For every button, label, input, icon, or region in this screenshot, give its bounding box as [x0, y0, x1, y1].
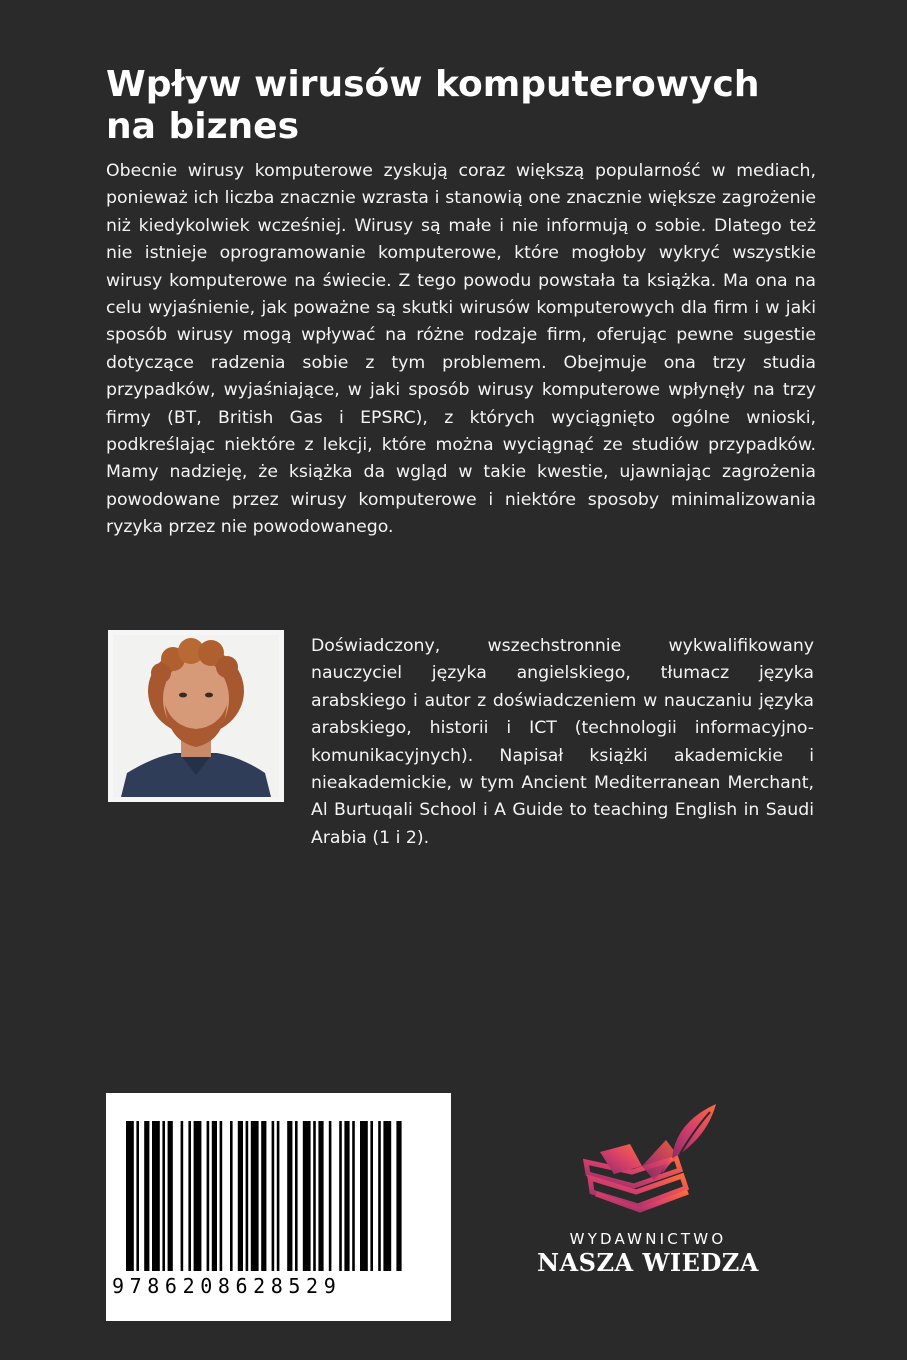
publisher-label: WYDAWNICTWO [569, 1230, 727, 1248]
barcode-bar [295, 1121, 298, 1271]
book-quill-icon [580, 1100, 720, 1225]
barcode-bar [287, 1121, 292, 1271]
barcode-bar [188, 1121, 191, 1271]
barcode-bar [261, 1121, 266, 1271]
barcode-bar [238, 1121, 243, 1271]
barcode-bar [136, 1121, 139, 1271]
author-bio: Doświadczony, wszechstronnie wykwalifikowany nauczyciel języka angielskiego, tłumacz języka arabskiego i autor z doświadczeniem w nauczaniu języka arabskiego, historii i ICT (technologii informacyjno-komunikacyjnych). Napisał książki akademickie i nieakademickie, w tym Ancient Mediterranean Merchant, Al Burtuqali School i A Guide to teaching English in Saudi Arabia (1 i 2). [311, 636, 814, 848]
barcode-bar [383, 1121, 391, 1271]
barcode-bar [378, 1121, 381, 1271]
barcode-bar [277, 1121, 280, 1271]
publisher-logo [520, 1100, 780, 1290]
barcode-bar [230, 1121, 233, 1271]
barcode-bar [126, 1121, 134, 1271]
barcode-bar [251, 1121, 259, 1271]
barcode-bar [207, 1121, 210, 1271]
author-photo-icon [113, 635, 279, 797]
barcode-bar [352, 1121, 355, 1271]
publisher-name: NASZA WIEDZA [537, 1248, 759, 1277]
barcode-bar [303, 1121, 311, 1271]
barcode-bar [318, 1121, 323, 1271]
barcode-bar [194, 1121, 202, 1271]
barcode-bar [181, 1121, 184, 1271]
barcode-bar [212, 1121, 217, 1271]
barcode-bar [168, 1121, 173, 1271]
isbn-barcode [106, 1093, 451, 1321]
barcode-bar [162, 1121, 165, 1271]
barcode-bar [220, 1121, 223, 1271]
barcode-bar [144, 1121, 149, 1271]
barcode-bar [339, 1121, 342, 1271]
barcode-bar [313, 1121, 316, 1271]
barcode-bar [344, 1121, 349, 1271]
book-description: Obecnie wirusy komputerowe zyskują coraz większą popularność w mediach, ponieważ ich liczba znacznie wzrasta i stanowią one znacznie większe zagrożenie niż kiedykolwiek wcześniej. Wirusy są małe i nie informują o sobie. Dlatego też nie istnieje oprogramowanie komputerowe, które mogłoby wykryć wszystkie wirusy komputerowe na świecie. Z tego powodu powstała ta książka. Ma ona na celu wyjaśnienie, jak poważne są skutki wirusów komputerowych dla firm i w jaki sposób wirusy mogą wpływać na różne rodzaje firm, oferując pewne sugestie dotyczące radzenia sobie z tym problemem. Obejmuje ona trzy studia przypadków, wyjaśniające, w jaki sposób wirusy komputerowe wpłynęły na trzy firmy (BT, British Gas i EPSRC), z których wyciągnięto ogólne wnioski, podkreślając niektóre z lekcji, które można wyciągnąć ze studiów przypadków. Mamy nadzieję, że książka da wgląd w takie kwestie, ujawniając zagrożenia powodowane przez wirusy komputerowe i niektóre sposoby minimalizowania ryzyka przez nie powodowanego. [106, 161, 816, 538]
barcode-bar [152, 1121, 160, 1271]
barcode-bar [360, 1121, 368, 1271]
barcode-bar [370, 1121, 373, 1271]
barcode-bar [396, 1121, 401, 1271]
author-photo [108, 630, 284, 802]
barcode-bar [329, 1121, 332, 1271]
barcode-bar [272, 1121, 275, 1271]
book-title: Wpływ wirusów komputerowych na biznes [106, 64, 760, 147]
barcode-bar [246, 1121, 249, 1271]
barcode-digits: 9786208628529 [112, 1274, 342, 1298]
